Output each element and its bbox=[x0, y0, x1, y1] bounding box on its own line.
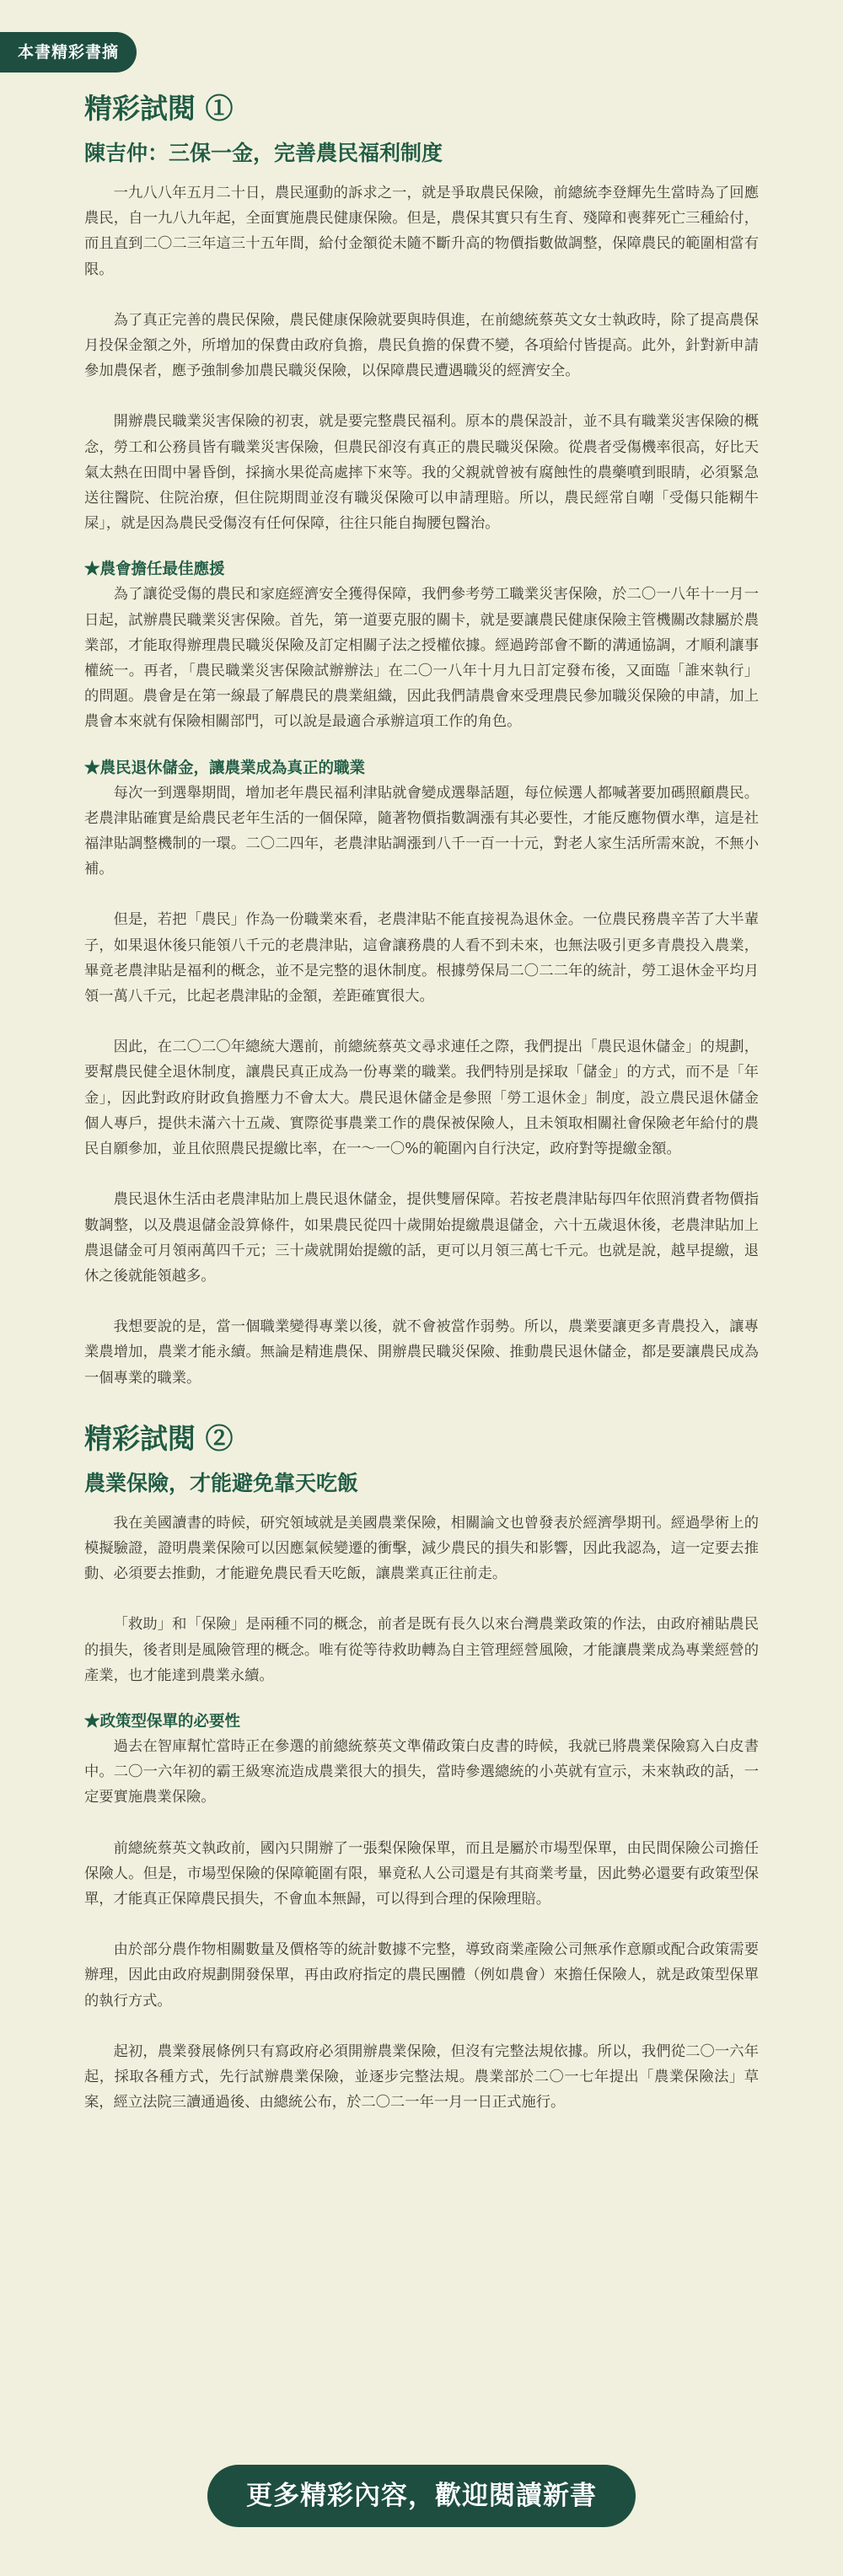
subheading-farmers-association: ★農會擔任最佳應援 bbox=[84, 561, 225, 579]
read-more-button[interactable]: 更多精彩內容，歡迎閱讀新書 bbox=[207, 2465, 636, 2527]
subheading-retirement-savings: ★農民退休儲金，讓農業成為真正的職業 bbox=[84, 759, 366, 777]
paragraph: 過去在智庫幫忙當時正在參選的前總統蔡英文準備政策白皮書的時候，我就已將農業保險寫入白皮書中。二〇一六年初的霸王級寒流造成農業很大的損失，當時參選總統的小英就有宣示，未來執政的話，一定要實施農業保險。 bbox=[84, 1737, 759, 1806]
article-content bbox=[84, 88, 759, 2115]
paragraph: 為了真正完善的農民保險，農民健康保險就要與時俱進，在前總統蔡英文女士執政時，除了提高農保月投保金額之外，所增加的保費由政府負擔，農民負擔的保費不變，各項給付皆提高。此外，針對新申請參加農保者，應予強制參加農民職災保險，以保障農民遭遇職災的經濟安全。 bbox=[84, 311, 759, 380]
section2-subtitle: 農業保險，才能避免靠天吃飯 bbox=[84, 1470, 359, 1495]
book-excerpt-badge: 本書精彩書摘 bbox=[0, 32, 137, 72]
paragraph: 起初，農業發展條例只有寫政府必須開辦農業保險，但沒有完整法規依據。所以，我們從二〇一六年起，採取各種方式，先行試辦農業保險，並逐步完整法規。農業部於二〇一七年提出「農業保險法」草案，經立法院三讀通過後、由總統公布，於二〇二一年一月一日正式施行。 bbox=[84, 2042, 759, 2112]
subheading-policy-insurance: ★政策型保單的必要性 bbox=[84, 1712, 241, 1731]
paragraph: 開辦農民職業災害保險的初衷，就是要完整農民福利。原本的農保設計，並不具有職業災害保險的概念，勞工和公務員皆有職業災害保險，但農民卻沒有真正的農民職災保險。從農者受傷機率很高，好比天氣太熱在田間中暑昏倒，採摘水果從高處摔下來等。我的父親就曾被有腐蝕性的農藥噴到眼睛，必須緊急送往醫院、住院治療，但住院期間並沒有職災保險可以申請理賠。所以，農民經常自嘲「受傷只能糊牛屎」，就是因為農民受傷沒有任何保障，往往只能自掏腰包醫治。 bbox=[84, 413, 759, 533]
section2-heading: 精彩試閱 ② bbox=[84, 1421, 234, 1455]
paragraph: 我在美國讀書的時候，研究領域就是美國農業保險，相關論文也曾發表於經濟學期刊。經過學術上的模擬驗證，證明農業保險可以因應氣候變遷的衝擊，減少農民的損失和影響，因此我認為，這一定要去推動、必須要去推動，才能避免農民看天吃飯，讓農業真正往前走。 bbox=[84, 1514, 759, 1583]
paragraph: 由於部分農作物相關數量及價格等的統計數據不完整，導致商業產險公司無承作意願或配合政策需要辦理，因此由政府規劃開發保單，再由政府指定的農民團體（例如農會）來擔任保險人，就是政策型保單的執行方式。 bbox=[84, 1941, 759, 2010]
paragraph: 農民退休生活由老農津貼加上農民退休儲金，提供雙層保障。若按老農津貼每四年依照消費者物價指數調整，以及農退儲金設算條件，如果農民從四十歲開始提繳農退儲金，六十五歲退休後，老農津貼加上農退儲金可月領兩萬四千元；三十歲就開始提繳的話，更可以月領三萬七千元。也就是說，越早提繳，退休之後就能領越多。 bbox=[84, 1191, 759, 1285]
paragraph: 因此，在二〇二〇年總統大選前，前總統蔡英文尋求連任之際，我們提出「農民退休儲金」的規劃，要幫農民健全退休制度，讓農民真正成為一份專業的職業。我們特別是採取「儲金」的方式，而不是「年金」，因此對政府財政負擔壓力不會太大。農民退休儲金是參照「勞工退休金」制度，設立農民退休儲金個人專戶，提供未滿六十五歲、實際從事農業工作的農保被保險人，且未領取相關社會保險老年給付的農民自願參加，並且依照農民提繳比率，在一～一〇%的範圍內自行決定，政府對等提繳金額。 bbox=[84, 1038, 759, 1158]
paragraph: 為了讓從受傷的農民和家庭經濟安全獲得保障，我們參考勞工職業災害保險，於二〇一八年十一月一日起，試辦農民職業災害保險。首先，第一道要克服的關卡，就是要讓農民健康保險主管機關改隸屬於農業部，才能取得辦理農民職災保險及訂定相關子法之授權依據。經過跨部會不斷的溝通協調，才順利讓事權統一。再者，「農民職業災害保險試辦辦法」在二〇一八年十月九日訂定發布後，又面臨「誰來執行」的問題。農會是在第一線最了解農民的農業組織，因此我們請農會來受理農民參加職災保險的申請，加上農會本來就有保險相關部門，可以說是最適合承辦這項工作的角色。 bbox=[84, 586, 759, 731]
paragraph: 前總統蔡英文執政前，國內只開辦了一張梨保險保單，而且是屬於市場型保單，由民間保險公司擔任保險人。但是，市場型保險的保障範圍有限，畢竟私人公司還是有其商業考量，因此勢必還要有政策型保單，才能真正保障農民損失，不會血本無歸，可以得到合理的保險理賠。 bbox=[84, 1839, 759, 1908]
section1-subtitle: 陳吉仲：三保一金，完善農民福利制度 bbox=[84, 141, 443, 165]
paragraph: 但是，若把「農民」作為一份職業來看，老農津貼不能直接視為退休金。一位農民務農辛苦了大半輩子，如果退休後只能領八千元的老農津貼，這會讓務農的人看不到未來，也無法吸引更多青農投入農業，畢竟老農津貼是福利的概念，並不是完整的退休制度。根據勞保局二〇二二年的統計，勞工退休金平均月領一萬八千元，比起老農津貼的金額，差距確實很大。 bbox=[84, 911, 759, 1006]
section1-heading: 精彩試閱 ① bbox=[84, 92, 234, 125]
paragraph: 「救助」和「保險」是兩種不同的概念，前者是既有長久以來台灣農業政策的作法，由政府補貼農民的損失，後者則是風險管理的概念。唯有從等待救助轉為自主管理經營風險，才能讓農業成為專業經營的產業，也才能達到農業永續。 bbox=[84, 1616, 759, 1684]
paragraph: 我想要說的是，當一個職業變得專業以後，就不會被當作弱勢。所以，農業要讓更多青農投入，讓專業農增加，農業才能永續。無論是精進農保、開辦農民職災保險、推動農民退休儲金，都是要讓農民成為一個專業的職業。 bbox=[84, 1318, 759, 1387]
paragraph: 每次一到選舉期間，增加老年農民福利津貼就會變成選舉話題，每位候選人都喊著要加碼照顧農民。老農津貼確實是給農民老年生活的一個保障，隨著物價指數調漲有其必要性，才能反應物價水準，這是社福津貼調整機制的一環。二〇二四年，老農津貼調漲到八千一百一十元，對老人家生活所需來說，不無小補。 bbox=[84, 784, 759, 878]
paragraph: 一九八八年五月二十日，農民運動的訴求之一，就是爭取農民保險，前總統李登輝先生當時為了回應農民，自一九八九年起，全面實施農民健康保險。但是，農保其實只有生育、殘障和喪葬死亡三種給付，而且直到二〇二三年這三十五年間，給付金額從未隨不斷升高的物價指數做調整，保障農民的範圍相當有限。 bbox=[84, 185, 759, 278]
